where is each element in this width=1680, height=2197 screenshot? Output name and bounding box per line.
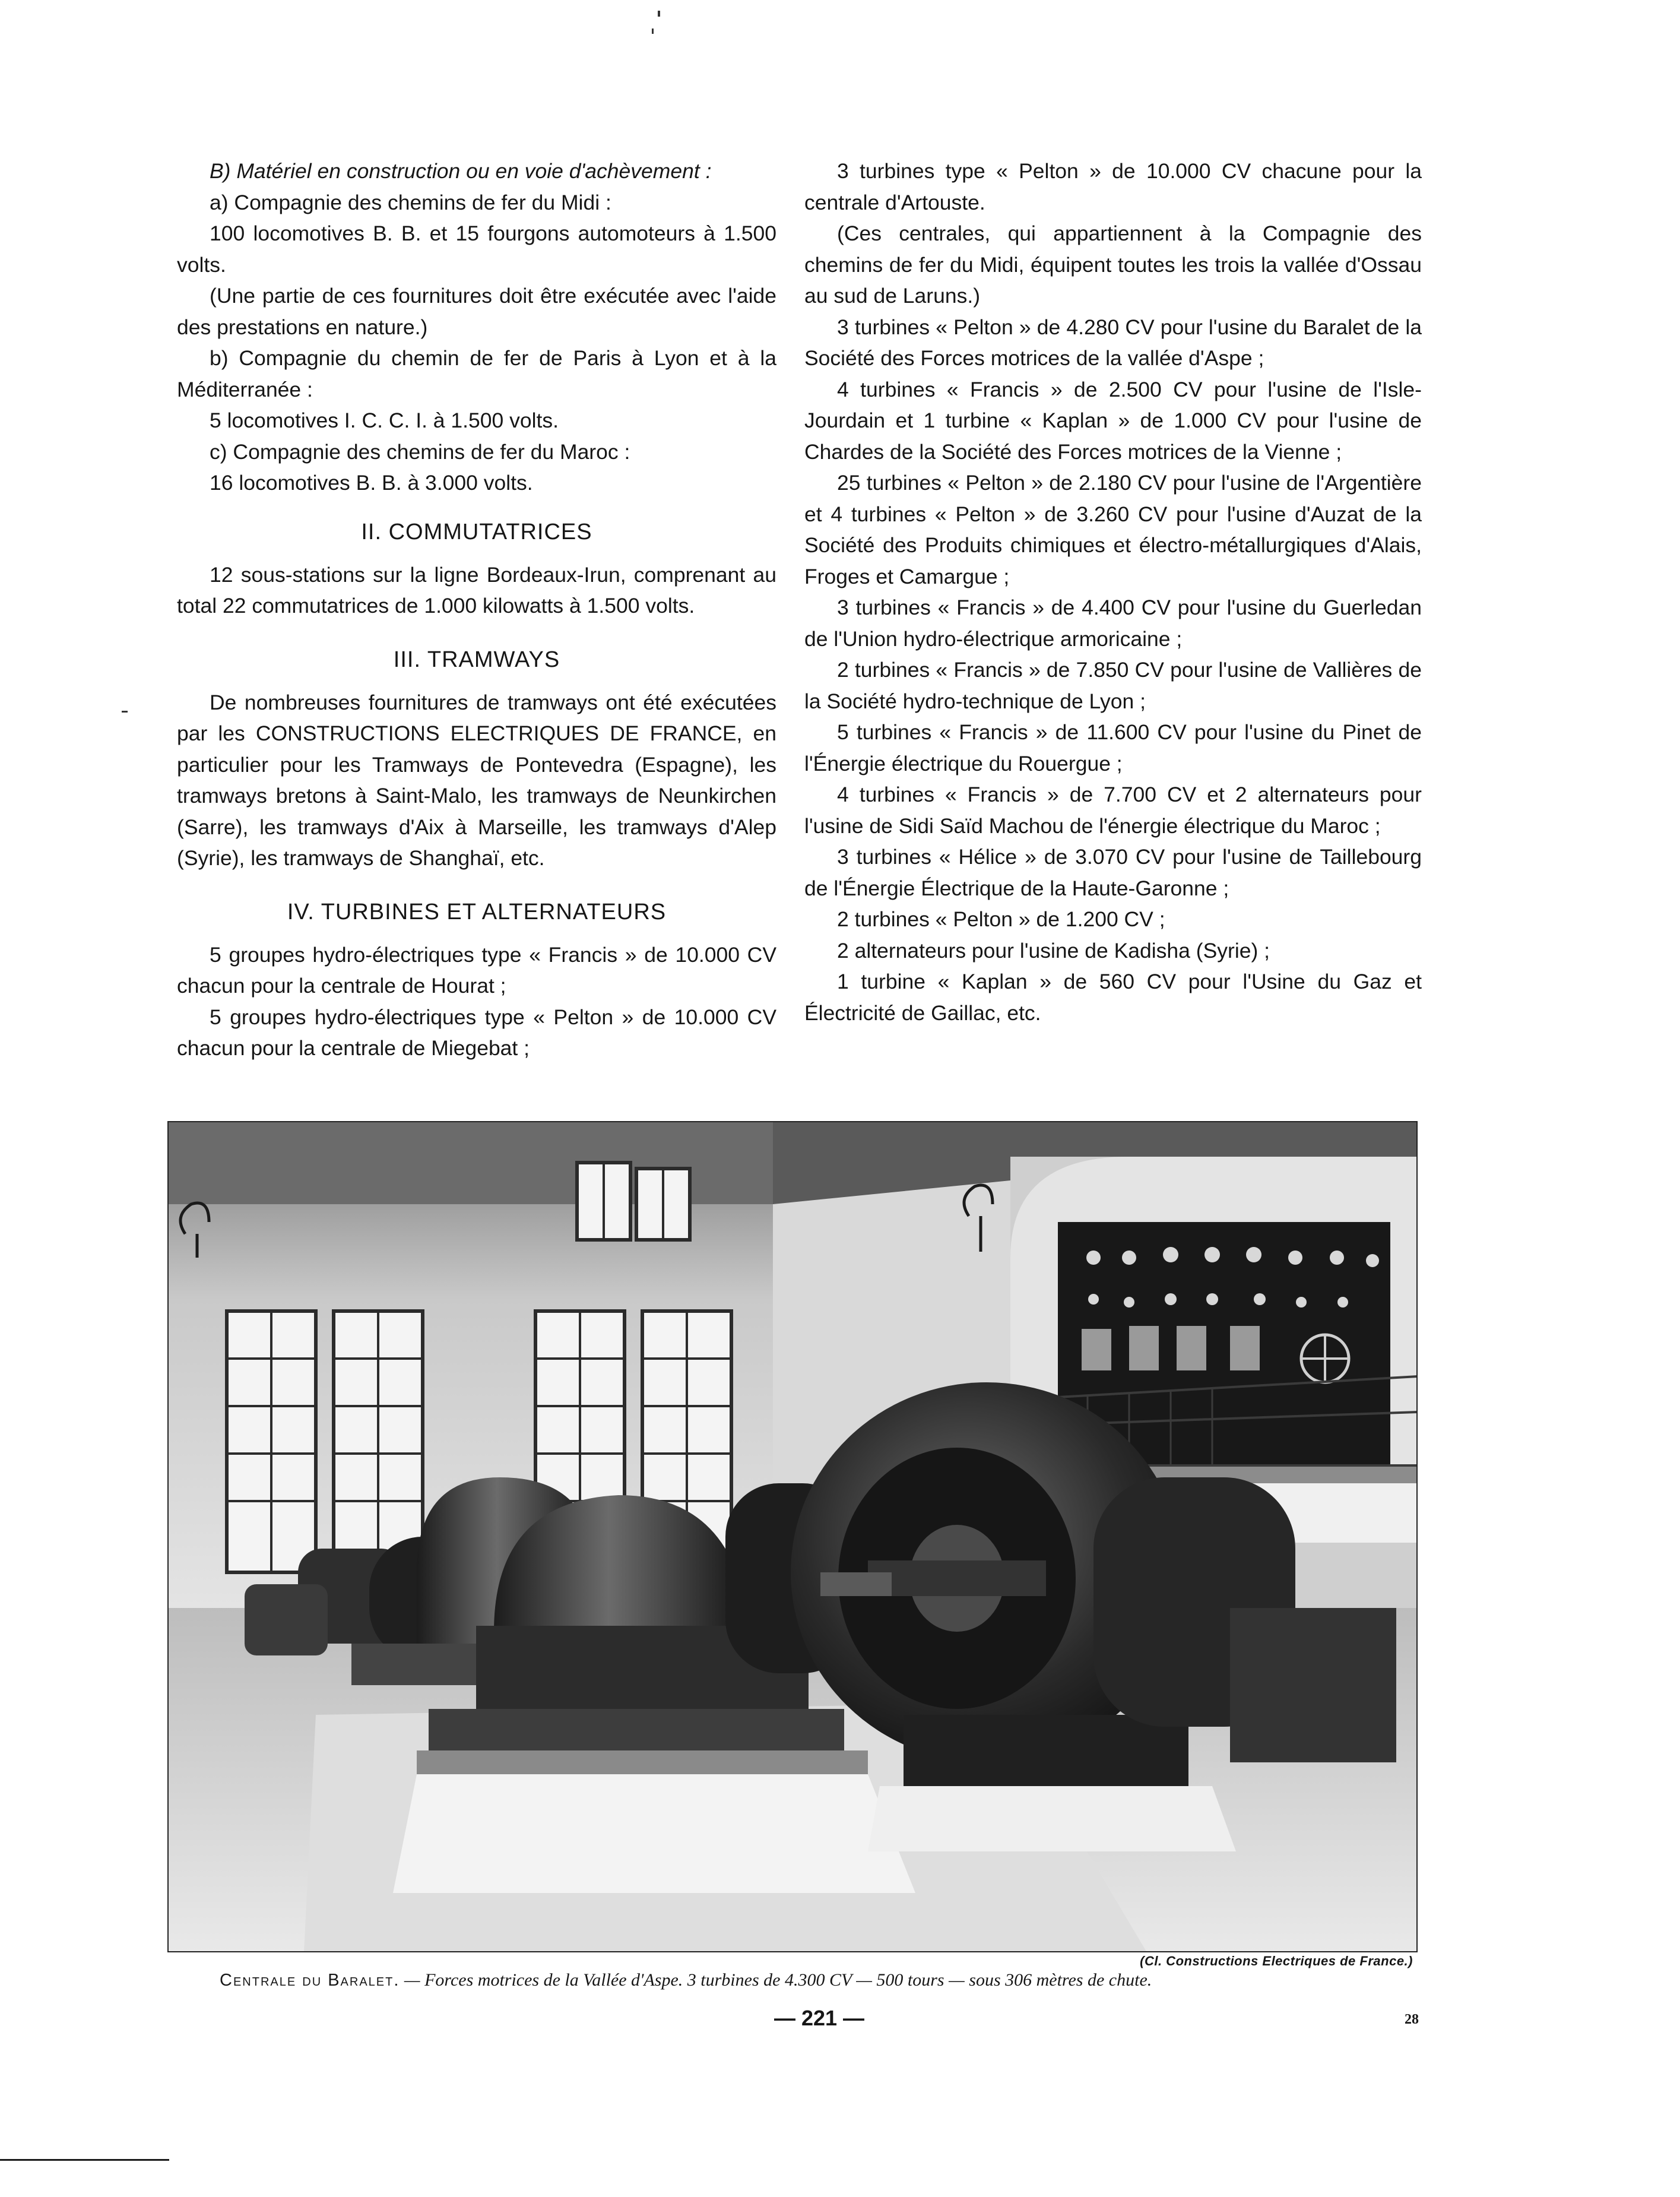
list-item: 2 turbines « Francis » de 7.850 CV pour l'usine de Vallières de la Société hydro-technique de Lyon ; [804,658,1422,713]
list-item: 3 turbines « Hélice » de 3.070 CV pour l'usine de Taillebourg de l'Énergie Électrique de la Haute-Garonne ; [804,845,1422,900]
item-b-text: 5 locomotives I. C. C. I. à 1.500 volts. [210,409,559,432]
item-b-label: b) Compagnie du chemin de fer de Paris à Lyon et à la Méditerranée : [177,346,776,401]
sheet-number: 28 [1405,2012,1419,2027]
right-column [804,156,1422,1028]
photo-credit: (Cl. Constructions Electriques de France.) [1140,1954,1413,1968]
list-item: (Ces centrales, qui appartiennent à la Compagnie des chemins de fer du Midi, équipent toutes les trois la vallée d'Ossau au sud de Laruns.) [804,221,1422,308]
list-item: 25 turbines « Pelton » de 2.180 CV pour l'usine de l'Argentière et 4 turbines « Pelton » de 3.260 CV pour l'usine d'Auzat de la Société des Produits chimiques et électro-métallurgiques d'Alais, Froges et Camargue ; [804,471,1422,588]
item-c-text: 16 locomotives B. B. à 3.000 volts. [210,471,533,495]
scan-edge-line [0,2159,169,2161]
commutatrices-paragraph: 12 sous-stations sur la ligne Bordeaux-Irun, comprenant au total 22 commutatrices de 1.000 kilowatts à 1.500 volts. [177,562,776,618]
tramways-paragraph: De nombreuses fournitures de tramways ont été exécutées par les CONSTRUCTIONS ELECTRIQUES DE FRANCE, en particulier pour les Tramways de Pontevedra (Espagne), les tramways bretons à Saint-Malo, les tramways de Neunkirchen (Sarre), les tramways d'Aix à Marseille, les tramways d'Alep (Syrie), les tramways de Shanghaï, etc. [177,690,776,870]
item-c-label: c) Compagnie des chemins de fer du Maroc : [210,439,630,464]
turbines-paragraph-francis: 5 groupes hydro-électriques type « Francis » de 10.000 CV chacun pour la centrale de Hourat ; [177,942,776,998]
turbines-paragraph-pelton: 5 groupes hydro-électriques type « Pelton » de 10.000 CV chacun pour la centrale de Miegebat ; [177,1005,776,1060]
turbine-hall-illustration [167,1121,1418,1952]
item-a-text: 100 locomotives B. B. et 15 fourgons automoteurs à 1.500 volts. [177,221,776,277]
list-item: 3 turbines « Pelton » de 4.280 CV pour l'usine du Baralet de la Société des Forces motrices de la vallée d'Aspe ; [804,315,1422,370]
left-column [177,156,776,1064]
list-item: 3 turbines « Francis » de 4.400 CV pour l'usine du Guerledan de l'Union hydro-électrique armoricaine ; [804,596,1422,651]
list-item: 2 turbines « Pelton » de 1.200 CV ; [837,907,1165,931]
list-item: 5 turbines « Francis » de 11.600 CV pour l'usine du Pinet de l'Énergie électrique du Rouergue ; [804,720,1422,775]
page-number: — 221 — [774,2006,865,2030]
print-speck [658,11,660,17]
caption-place: Centrale du Baralet. [220,1971,400,1990]
section-b-title: B) Matériel en construction ou en voie d'achèvement : [210,159,712,183]
power-station-photo [167,1121,1418,1952]
list-item: 2 alternateurs pour l'usine de Kadisha (Syrie) ; [837,938,1270,963]
heading-commutatrices: II. COMMUTATRICES [361,519,592,544]
caption-description: — Forces motrices de la Vallée d'Aspe. 3 turbines de 4.300 CV — 500 tours — sous 306 mètres de chute. [404,1970,1152,1990]
item-a-label: a) Compagnie des chemins de fer du Midi : [210,190,611,214]
list-item: 1 turbine « Kaplan » de 560 CV pour l'Usine du Gaz et Électricité de Gaillac, etc. [804,970,1422,1025]
list-item: 4 turbines « Francis » de 7.700 CV et 2 alternateurs pour l'usine de Sidi Saïd Machou de l'énergie électrique du Maroc ; [804,783,1422,838]
print-speck [122,711,128,713]
item-a-note: (Une partie de ces fournitures doit être exécutée avec l'aide des prestations en nature.) [177,284,776,339]
photo-caption [220,1970,1413,1990]
list-item: 4 turbines « Francis » de 2.500 CV pour l'usine de l'Isle-Jourdain et 1 turbine « Kaplan » de 1.000 CV pour l'usine de Chardes de la Société des Forces motrices de la Vienne ; [804,377,1422,464]
list-item: 3 turbines type « Pelton » de 10.000 CV chacune pour la centrale d'Artouste. [804,159,1422,214]
print-speck [652,29,654,34]
heading-tramways: III. TRAMWAYS [393,647,560,672]
heading-turbines: IV. TURBINES ET ALTERNATEURS [287,899,667,925]
